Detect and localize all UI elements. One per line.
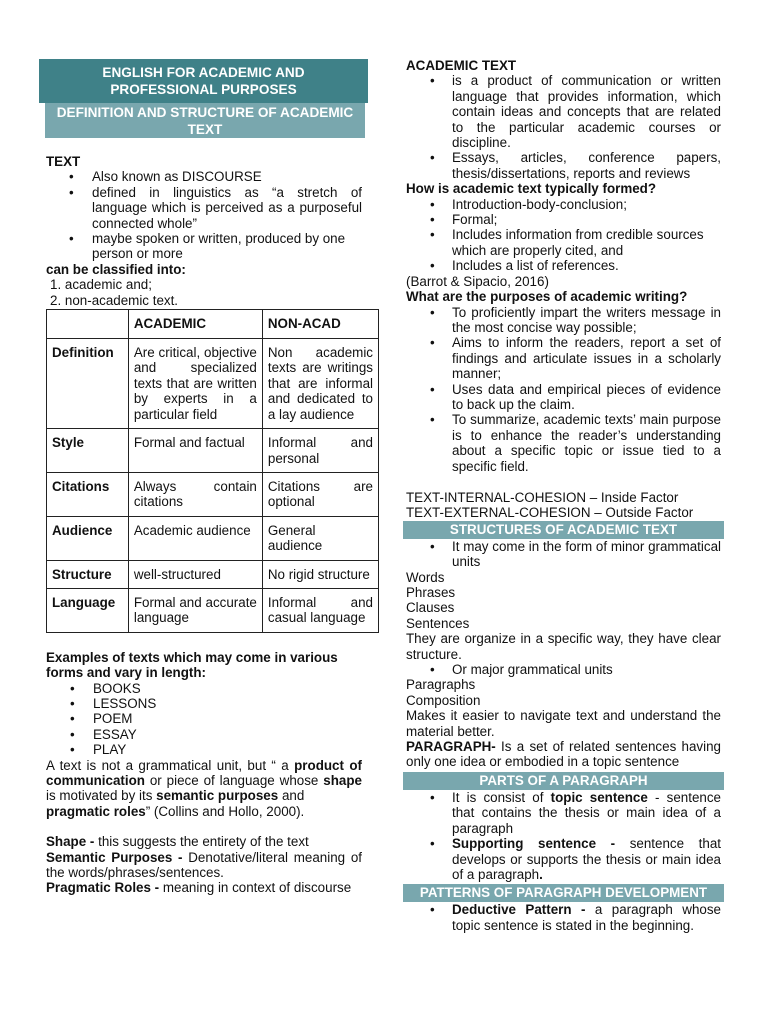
- citation: (Barrot & Sipacio, 2016): [406, 273, 549, 289]
- patterns-band: PATTERNS OF PARAGRAPH DEVELOPMENT: [403, 884, 724, 902]
- list-item: • BOOKS: [46, 681, 362, 696]
- definition: Denotative/literal meaning of the words/phrases/sentences.: [46, 849, 362, 881]
- organize-text: They are organize in a specific way, they have clear structure.: [406, 631, 721, 662]
- list-item: • PLAY: [46, 742, 362, 757]
- table-header-nonacad: NON-ACAD: [262, 310, 378, 339]
- formed-heading: How is academic text typically formed?: [406, 181, 657, 197]
- left-column: [46, 154, 373, 896]
- row-label: Audience: [47, 516, 129, 560]
- quote-text: A text is not a grammatical unit, but “ a: [46, 757, 289, 773]
- row-label: Language: [47, 588, 129, 632]
- quote-emphasis: pragmatic roles: [46, 803, 146, 819]
- definition: this suggests the entirety of the text: [98, 834, 309, 850]
- academic-cell: Academic audience: [128, 516, 262, 560]
- text-bullet-list: [45, 169, 362, 261]
- examples-list: [46, 681, 362, 758]
- major-units-list: [406, 662, 721, 677]
- table-row: [47, 472, 379, 516]
- patterns-list: [406, 902, 721, 933]
- row-label: Style: [47, 429, 129, 473]
- term: topic sentence: [550, 789, 648, 805]
- comparison-table: [46, 309, 379, 633]
- definition: sentence that develops or supports the thesis or main idea of a paragraph: [452, 836, 721, 882]
- classified-heading: can be classified into:: [46, 261, 186, 277]
- subtitle-line-2: TEXT: [187, 121, 223, 137]
- list-item: • defined in linguistics as “a stretch of language which is perceived as a purposeful connected whole”: [45, 185, 362, 231]
- academic-text-list: [406, 73, 721, 181]
- unit-item: Composition: [406, 692, 481, 708]
- classified-item: 1. academic and;: [50, 277, 152, 293]
- shape-definition: [46, 834, 362, 849]
- list-item: • Uses data and empirical pieces of evidence to back up the claim.: [406, 382, 721, 413]
- academic-cell: Always contain citations: [128, 472, 262, 516]
- table-row: [47, 560, 379, 588]
- quote-text: and: [281, 788, 305, 804]
- nonacad-cell: Informal and casual language: [262, 588, 378, 632]
- row-label: Structure: [47, 560, 129, 588]
- unit-item: Words: [406, 569, 445, 585]
- document-title: [39, 59, 368, 103]
- row-label: Definition: [47, 339, 129, 429]
- quote-text: ” (Collins and Hollo, 2000).: [145, 803, 305, 819]
- table-header-academic: ACADEMIC: [128, 310, 262, 339]
- nonacad-cell: No rigid structure: [262, 560, 378, 588]
- term: Supporting sentence -: [452, 836, 616, 852]
- minor-units-list: [406, 539, 721, 570]
- unit-item: Clauses: [406, 600, 455, 616]
- right-column: [406, 58, 721, 933]
- unit-item: Sentences: [406, 615, 470, 631]
- purposes-heading: What are the purposes of academic writing?: [406, 289, 688, 305]
- title-line-2: PROFESSIONAL PURPOSES: [110, 81, 297, 97]
- table-header-row: [47, 310, 379, 339]
- classified-item: 2. non-academic text.: [50, 292, 179, 308]
- text-definition-quote: [46, 758, 362, 820]
- navigate-text: Makes it easier to navigate text and understand the material better.: [406, 708, 721, 739]
- academic-cell: Are critical, objective and specialized texts that are written by experts in a particular field: [128, 339, 262, 429]
- academic-cell: well-structured: [128, 560, 262, 588]
- list-item: • Also known as DISCOURSE: [45, 169, 362, 184]
- subtitle-line-1: DEFINITION AND STRUCTURE OF ACADEMIC: [56, 105, 354, 120]
- semantic-definition: [46, 850, 362, 881]
- list-item: • Includes a list of references.: [406, 258, 721, 273]
- list-item: • POEM: [46, 711, 362, 726]
- academic-cell: Formal and factual: [128, 429, 262, 473]
- list-item: • LESSONS: [46, 696, 362, 711]
- text-heading: TEXT: [46, 154, 81, 169]
- quote-emphasis: shape: [323, 773, 362, 788]
- term: Semantic Purposes -: [46, 849, 183, 865]
- list-item: • is a product of communication or written language that provides information, which contain ideas and concepts that are related to the particular academic courses or discipline.: [406, 73, 721, 150]
- document-subtitle: [45, 103, 365, 138]
- nonacad-cell: Informal and personal: [262, 429, 378, 473]
- definition: a paragraph whose topic sentence is stated in the beginning.: [452, 902, 721, 933]
- list-item: • Essays, articles, conference papers, thesis/dissertations, reports and reviews: [406, 150, 721, 181]
- definition: Is a set of related sentences having only one idea or embodied in a topic sentence: [406, 739, 721, 770]
- quote-emphasis: product of communication: [46, 757, 362, 788]
- list-item: • Includes information from credible sources which are properly cited, and: [406, 227, 721, 258]
- academic-text-heading: ACADEMIC TEXT: [406, 58, 517, 73]
- external-cohesion: TEXT-EXTERNAL-COHESION – Outside Factor: [406, 505, 694, 521]
- definition: meaning in context of discourse: [162, 880, 352, 896]
- nonacad-cell: General audience: [262, 516, 378, 560]
- quote-text: is motivated by its: [46, 788, 153, 804]
- unit-item: Paragraphs: [406, 677, 476, 693]
- parts-list: [406, 790, 721, 882]
- list-item: • ESSAY: [46, 727, 362, 742]
- paragraph-definition: [406, 739, 721, 770]
- internal-cohesion: TEXT-INTERNAL-COHESION – Inside Factor: [406, 489, 679, 505]
- term: PARAGRAPH-: [406, 739, 496, 755]
- term: Deductive Pattern -: [452, 902, 586, 918]
- term: Shape -: [46, 834, 95, 850]
- table-row: [47, 429, 379, 473]
- nonacad-cell: Citations are optional: [262, 472, 378, 516]
- title-line-1: ENGLISH FOR ACADEMIC AND: [102, 65, 305, 80]
- formed-list: [406, 197, 721, 274]
- table-row: [47, 339, 379, 429]
- list-item: • Introduction-body-conclusion;: [406, 197, 721, 212]
- unit-item: Phrases: [406, 585, 456, 600]
- table-row: [47, 516, 379, 560]
- list-item: • maybe spoken or written, produced by one person or more: [45, 231, 362, 262]
- list-item: • It may come in the form of minor grammatical units: [406, 539, 721, 570]
- list-item: • To summarize, academic texts’ main purpose is to enhance the reader’s understanding about a specific topic or issue tied to a specific field.: [406, 412, 721, 474]
- term: .: [539, 866, 543, 882]
- academic-cell: Formal and accurate language: [128, 588, 262, 632]
- list-item: [406, 902, 721, 933]
- structures-band: STRUCTURES OF ACADEMIC TEXT: [403, 521, 724, 539]
- list-item: • Formal;: [406, 212, 721, 227]
- definition: - sentence that contains the thesis or main idea of a paragraph: [452, 789, 721, 836]
- pragmatic-definition: [46, 880, 362, 895]
- list-item: [406, 836, 721, 882]
- quote-emphasis: semantic purposes: [156, 788, 279, 804]
- term: Pragmatic Roles -: [46, 880, 160, 896]
- table-header-blank: [47, 310, 129, 339]
- examples-heading: Examples of texts which may come in various forms and vary in length:: [46, 649, 338, 681]
- parts-band: PARTS OF A PARAGRAPH: [403, 772, 724, 790]
- table-row: [47, 588, 379, 632]
- quote-text: or piece of language whose: [149, 773, 319, 788]
- list-item: • Or major grammatical units: [406, 662, 721, 677]
- nonacad-cell: Non academic texts are writings that are informal and dedicated to a lay audience: [262, 339, 378, 429]
- row-label: Citations: [47, 472, 129, 516]
- list-text: It is consist of: [452, 789, 544, 805]
- purposes-list: [406, 305, 721, 474]
- list-item: [406, 790, 721, 836]
- list-item: • Aims to inform the readers, report a set of findings and articulate issues in a scholarly manner;: [406, 335, 721, 381]
- list-item: • To proficiently impart the writers message in the most concise way possible;: [406, 305, 721, 336]
